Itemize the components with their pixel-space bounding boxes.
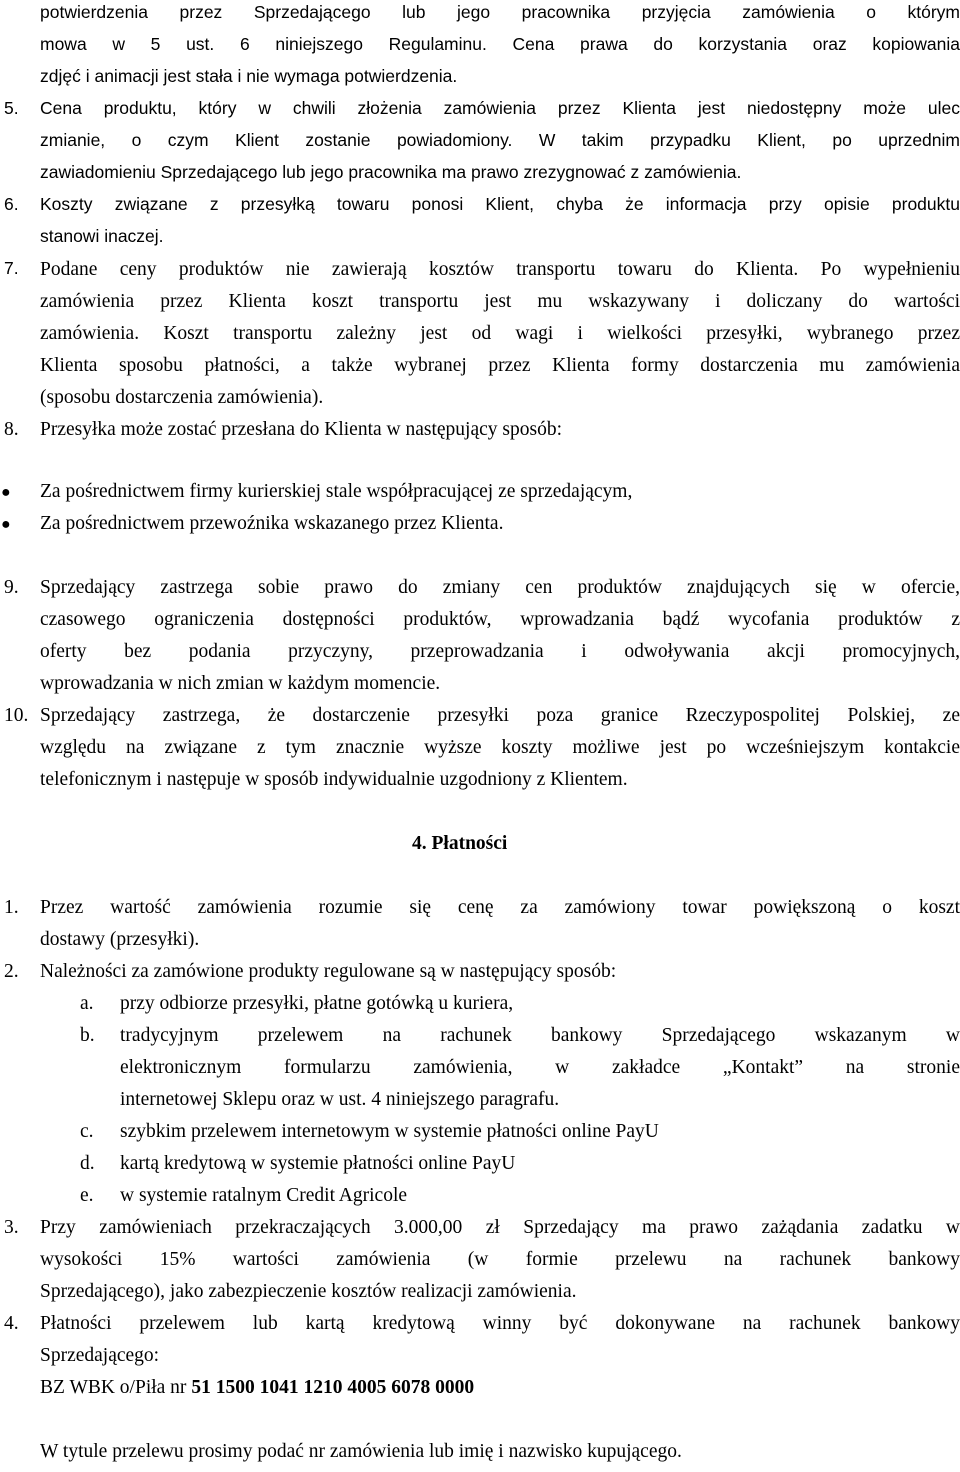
sub-item: kartą kredytową w systemie płatności online PayU: [120, 1153, 516, 1174]
item-number: 3.: [4, 1217, 19, 1238]
text-line: mowa w 5 ust. 6 niniejszego Regulaminu. Cena prawa do korzystania oraz kopiowania: [40, 34, 960, 54]
text-line: czasowego ograniczenia dostępności produktów, wprowadzania bądź wycofania produktów z: [40, 609, 960, 630]
sub-item: w systemie ratalnym Credit Agricole: [120, 1185, 408, 1206]
bullet-icon: ●: [1, 484, 11, 501]
text-line: Klienta sposobu płatności, a także wybranej przez Klienta formy dostarczenia mu zamówienia: [40, 355, 960, 376]
sub-item-letter: d.: [80, 1153, 95, 1174]
text-line: zmianie, o czym Klient zostanie powiadomiony. W takim przypadku Klient, po uprzednim: [40, 130, 960, 150]
item-number: 7.: [4, 258, 19, 278]
text-line: Przez wartość zamówienia rozumie się cenę za zamówiony towar powiększoną o koszt: [40, 897, 960, 918]
text-line: potwierdzenia przez Sprzedającego lub jego pracownika przyjęcia zamówienia o którym: [40, 2, 960, 22]
list-item: Za pośrednictwem przewoźnika wskazanego przez Klienta.: [40, 513, 504, 534]
item-number: 9.: [4, 577, 19, 598]
item-number: 2.: [4, 961, 19, 982]
text-line: Podane ceny produktów nie zawierają kosztów transportu towaru do Klienta. Po wypełnieniu: [40, 259, 960, 280]
text-line: Przy zamówieniach przekraczających 3.000,00 zł Sprzedający ma prawo zażądania zadatku w: [40, 1217, 960, 1238]
bullet-icon: ●: [1, 516, 11, 533]
item-number: 10.: [4, 705, 29, 726]
sub-item-letter: c.: [80, 1121, 94, 1142]
text-line: wysokości 15% wartości zamówienia (w formie przelewu na rachunek bankowy: [40, 1249, 960, 1270]
text-line: zawiadomieniu Sprzedającego lub jego pracownika ma prawo zrezygnować z zamówienia.: [40, 162, 742, 182]
text-line: zamówienia. Koszt transportu zależny jest od wagi i wielkości przesyłki, wybranego przez: [40, 323, 960, 344]
text-line: względu na związane z tym znacznie wyższe koszty możliwe jest po wcześniejszym kontakcie: [40, 737, 960, 758]
sub-item: internetowej Sklepu oraz w ust. 4 niniejszego paragrafu.: [120, 1089, 560, 1110]
text-line: Sprzedający zastrzega sobie prawo do zmiany cen produktów znajdujących się w ofercie,: [40, 577, 960, 598]
text-line: Koszty związane z przesyłką towaru ponosi Klient, chyba że informacja przy opisie produktu: [40, 194, 960, 214]
text-line: Sprzedający zastrzega, że dostarczenie przesyłki poza granice Rzeczypospolitej Polskiej, ze: [40, 705, 960, 726]
sub-item: elektronicznym formularzu zamówienia, w zakładce „Kontakt” na stronie: [120, 1057, 960, 1078]
bank-account-line: [40, 1378, 474, 1398]
text-line: oferty bez podania przyczyny, przeprowadzania i odwoływania akcji promocyjnych,: [40, 641, 960, 662]
text-line: zamówienia przez Klienta koszt transportu jest mu wskazywany i doliczany do wartości: [40, 291, 960, 312]
text-line: Płatności przelewem lub kartą kredytową winny być dokonywane na rachunek bankowy: [40, 1313, 960, 1334]
text-line: stanowi inaczej.: [40, 226, 164, 246]
item-number: 1.: [4, 897, 19, 918]
sub-item-letter: a.: [80, 993, 94, 1014]
list-item: Za pośrednictwem firmy kurierskiej stale współpracującej ze sprzedającym,: [40, 481, 633, 502]
text-line: wprowadzania w nich zmian w każdym momencie.: [40, 673, 441, 694]
text-line: zdjęć i animacji jest stała i nie wymaga potwierdzenia.: [40, 66, 458, 86]
item-number: 4.: [4, 1313, 19, 1334]
text-line: Należności za zamówione produkty regulowane są w następujący sposób:: [40, 961, 617, 982]
account-number: 51 1500 1041 1210 4005 6078 0000: [191, 1377, 475, 1398]
sub-item: przy odbiorze przesyłki, płatne gotówką u kuriera,: [120, 993, 514, 1014]
sub-item: szybkim przelewem internetowym w systemie płatności online PayU: [120, 1121, 659, 1142]
text-line: telefonicznym i następuje w sposób indywidualnie uzgodniony z Klientem.: [40, 769, 628, 790]
text-line: Sprzedającego), jako zabezpieczenie kosztów realizacji zamówienia.: [40, 1281, 577, 1302]
transfer-note: W tytule przelewu prosimy podać nr zamówienia lub imię i nazwisko kupującego.: [40, 1441, 682, 1462]
item-number: 6.: [4, 194, 19, 214]
sub-item: tradycyjnym przelewem na rachunek bankowy Sprzedającego wskazanym w: [120, 1025, 960, 1046]
section-heading: 4. Płatności: [412, 833, 508, 854]
text-line: Sprzedającego:: [40, 1345, 160, 1366]
text-line: (sposobu dostarczenia zamówienia).: [40, 387, 324, 408]
text-line: Przesyłka może zostać przesłana do Klienta w następujący sposób:: [40, 419, 562, 440]
item-number: 5.: [4, 98, 19, 118]
text-line: dostawy (przesyłki).: [40, 929, 200, 950]
sub-item-letter: e.: [80, 1185, 94, 1206]
item-number: 8.: [4, 419, 19, 440]
text-line: Cena produktu, który w chwili złożenia zamówienia przez Klienta jest niedostępny może ulec: [40, 98, 960, 118]
bank-prefix: BZ WBK o/Piła nr: [40, 1377, 192, 1398]
sub-item-letter: b.: [80, 1025, 95, 1046]
